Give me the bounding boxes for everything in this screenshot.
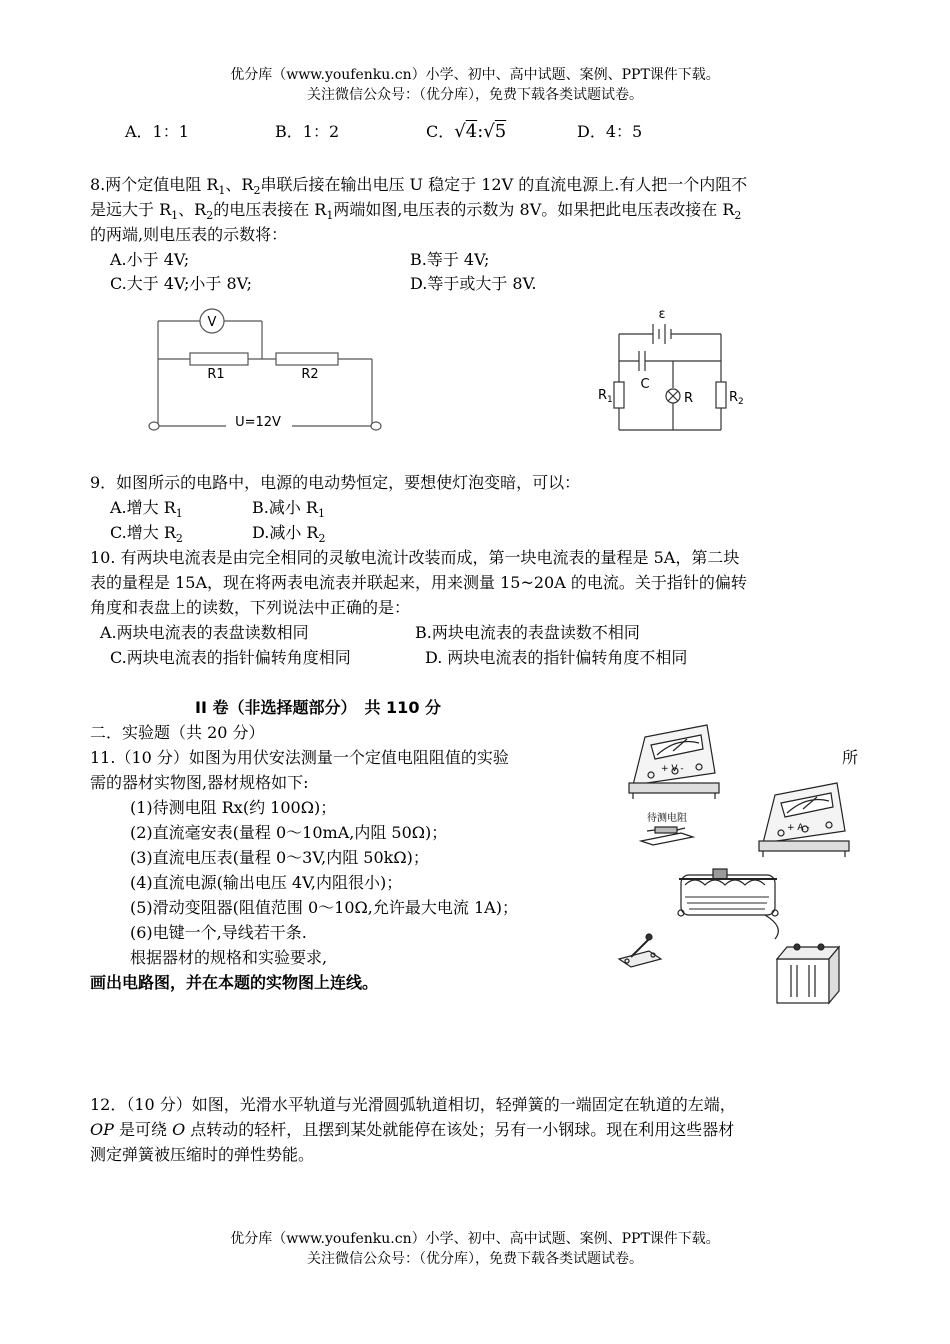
- q11-requirement: 根据器材的规格和实验要求,: [130, 948, 328, 967]
- q11-line-1-end: 所: [842, 748, 859, 767]
- switch-drawing: [619, 934, 661, 967]
- q8-option-b: B.等于 4V;: [410, 250, 490, 269]
- test-resistor-drawing: [641, 827, 693, 845]
- emf-label: ε: [658, 307, 666, 322]
- q12-line-1: 12．（10 分）如图，光滑水平轨道与光滑圆弧轨道相切，轻弹簧的一端固定在轨道的左端，: [90, 1095, 736, 1114]
- resistor-r2: [276, 353, 338, 365]
- q11-line-1: 11.（10 分）如图为用伏安法测量一个定值电阻阻值的实验: [90, 748, 509, 767]
- q8-option-c: C.大于 4V;小于 8V;: [110, 274, 252, 293]
- milliammeter-drawing: [759, 783, 849, 857]
- q8-line-1: 8.两个定值电阻 $R_1$、$R_2$串联后接在输出电压 U 稳定于 12V 的直流电源上.有人把一个内阻不: [90, 175, 748, 198]
- q10-line-3: 角度和表盘上的读数，下列说法中正确的是：: [90, 598, 411, 617]
- capacitor-label: C: [640, 377, 650, 392]
- battery-drawing: [777, 944, 839, 1003]
- q10-line-2: 表的量程是 15A，现在将两表电流表并联起来，用来测量 15~20A 的电流。关于指针的偏转: [90, 573, 747, 592]
- resistor-label: 待测电阻: [647, 813, 687, 824]
- q10-option-b: B.两块电流表的表盘读数不相同: [415, 623, 640, 642]
- q8-option-a: A.小于 4V;: [110, 250, 190, 269]
- q9-option-c: C.增大 $R_2$: [110, 523, 183, 546]
- footer-line-1: 优分库（www.youfenku.cn）小学、初中、高中试题、案例、PPT课件下载。: [230, 1231, 720, 1247]
- circuit-diagram-lamp: [595, 304, 755, 434]
- q11-item-2: (2)直流毫安表(量程 0～10mA,内阻 50Ω)；: [130, 823, 448, 842]
- header-line-2: 关注微信公众号：（优分库），免费下载各类试题试卷。: [307, 87, 643, 103]
- q12-line-2: OP 是可绕 O 点转动的轻杆，且摆到某处就能停在该处；另有一小钢球。现在利用这些器材: [90, 1120, 735, 1139]
- q11-item-1: (1)待测电阻 Rx(约 100Ω)；: [130, 798, 337, 817]
- q10-option-d: D. 两块电流表的指针偏转角度不相同: [425, 648, 688, 667]
- resistor-r2: [716, 382, 726, 408]
- r2-label: R2: [301, 367, 319, 382]
- header-line-1: 优分库（www.youfenku.cn）小学、初中、高中试题、案例、PPT课件下载。: [230, 67, 720, 83]
- voltage-label: U=12V: [235, 415, 281, 430]
- q7-option-d: D．4：5: [577, 122, 643, 141]
- q10-option-c: C.两块电流表的指针偏转角度相同: [110, 648, 351, 667]
- q9-stem: 9．如图所示的电路中，电源的电动势恒定，要想使灯泡变暗，可以：: [90, 473, 581, 492]
- apparatus-illustration: [615, 715, 865, 1010]
- terminal-right: [371, 422, 381, 430]
- rheostat-drawing: [678, 869, 778, 939]
- part-two-title: II 卷（非选择题部分） 共 110 分: [195, 698, 442, 717]
- lamp-label: R: [684, 391, 694, 406]
- q11-item-3: (3)直流电压表(量程 0～3V,内阻 50kΩ)；: [130, 848, 429, 867]
- q11-item-5: (5)滑动变阻器(阻值范围 0～10Ω,允许最大电流 1A)；: [130, 898, 518, 917]
- voltmeter-drawing: [629, 725, 719, 799]
- ammeter-mark: + A -: [787, 823, 810, 833]
- q11-task: 画出电路图，并在本题的实物图上连线。: [90, 973, 379, 992]
- q7-option-c: C．√4:√5: [426, 121, 507, 142]
- q7-option-b: B．1：2: [275, 122, 340, 141]
- resistor-r1: [190, 353, 248, 365]
- footer-line-2: 关注微信公众号：（优分库），免费下载各类试题试卷。: [307, 1251, 643, 1267]
- voltmeter-mark: + V -: [661, 764, 684, 774]
- voltmeter-label: V: [207, 315, 217, 330]
- r1-label: $R_1$: [598, 388, 613, 405]
- q11-line-2: 需的器材实物图,器材规格如下:: [90, 773, 309, 792]
- r1-label: R1: [207, 367, 225, 382]
- q11-item-4: (4)直流电源(输出电压 4V,内阻很小)；: [130, 873, 403, 892]
- q9-option-a: A.增大 $R_1$: [110, 498, 183, 521]
- q10-option-a: A.两块电流表的表盘读数相同: [100, 623, 309, 642]
- section-title: 二．实验题（共 20 分）: [90, 723, 265, 742]
- q9-option-d: D.减小 $R_2$: [252, 523, 326, 546]
- q8-line-3: 的两端,则电压表的示数将：: [90, 225, 288, 244]
- r2-label: $R_2$: [729, 390, 744, 407]
- q7-option-a: A．1：1: [125, 122, 189, 141]
- q8-line-2: 是远大于 $R_1$、$R_2$的电压表接在 $R_1$两端如图,电压表的示数为 8V。如果把此电压表改接在 $R_2$: [90, 200, 742, 223]
- circuit-diagram-series-resistors: [140, 300, 400, 440]
- resistor-r1: [614, 382, 624, 408]
- q11-item-6: (6)电键一个,导线若干条.: [130, 923, 307, 942]
- q10-line-1: 10. 有两块电流表是由完全相同的灵敏电流计改装而成，第一块电流表的量程是 5A，第二块: [90, 548, 740, 567]
- q12-line-3: 测定弹簧被压缩时的弹性势能。: [90, 1145, 315, 1164]
- q8-option-d: D.等于或大于 8V.: [410, 274, 537, 293]
- q9-option-b: B.减小 $R_1$: [252, 498, 325, 521]
- terminal-left: [149, 422, 159, 430]
